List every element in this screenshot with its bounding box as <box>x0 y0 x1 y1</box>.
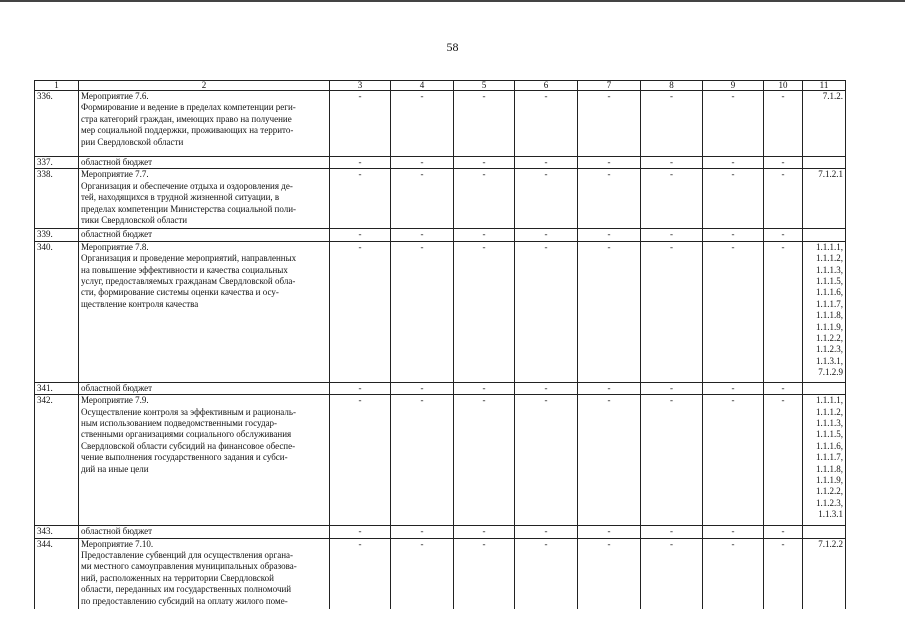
measure-name-line: Осуществление контроля за эффективным и рациональ- <box>81 406 296 417</box>
column-header: 9 <box>703 81 764 91</box>
target-ref: 1.1.2.2, <box>816 486 843 497</box>
target-ref: 1.1.1.1, <box>816 241 843 252</box>
measure-name-line: Свердловской области субсидий на финансовое обеспе- <box>81 440 296 451</box>
measure-name-line: областной бюджет <box>81 382 153 393</box>
value-cell: - <box>391 157 454 169</box>
target-ref-cell <box>803 241 846 382</box>
value-cell: - <box>641 91 703 157</box>
value-cell: - <box>391 229 454 241</box>
target-ref: 1.1.2.3, <box>816 497 843 508</box>
value-cell: - <box>391 91 454 157</box>
value-cell: - <box>454 91 515 157</box>
target-ref: 1.1.1.3, <box>816 264 843 275</box>
measures-table <box>34 80 846 619</box>
table-body <box>35 81 846 619</box>
measure-name-line: областной бюджет <box>81 229 153 240</box>
target-ref: 1.1.1.3, <box>816 418 843 429</box>
measure-name-line: чение выполнения государственного задания и субси- <box>81 452 288 463</box>
target-ref: 1.1.1.5, <box>816 429 843 440</box>
target-ref: 1.1.1.8, <box>816 463 843 474</box>
value-cell: - <box>330 382 391 394</box>
row-number: 336. <box>35 91 79 157</box>
measure-name-line: мер социальной поддержки, проживающих на террито- <box>81 125 294 136</box>
value-cell: - <box>703 526 764 538</box>
value-cell: - <box>515 169 578 229</box>
measure-name-line: ществление контроля качества <box>81 298 199 309</box>
value-cell: - <box>515 538 578 618</box>
page-cut <box>0 609 905 640</box>
target-ref: 1.1.1.6, <box>816 440 843 451</box>
value-cell: - <box>515 395 578 526</box>
value-cell: - <box>515 526 578 538</box>
column-header: 7 <box>578 81 641 91</box>
table-row <box>35 91 846 157</box>
measure-name <box>79 91 330 157</box>
value-cell: - <box>391 169 454 229</box>
value-cell: - <box>330 229 391 241</box>
value-cell: - <box>578 241 641 382</box>
target-ref-cell <box>803 526 846 538</box>
value-cell: - <box>764 241 803 382</box>
value-cell: - <box>764 157 803 169</box>
value-cell: - <box>703 538 764 618</box>
row-number: 341. <box>35 382 79 394</box>
value-cell: - <box>703 169 764 229</box>
target-ref: 7.1.2.1 <box>818 169 843 180</box>
measure-name-line: пределах компетенции Министерства социальной поли- <box>81 203 297 214</box>
measure-name <box>79 382 330 394</box>
target-ref: 1.1.2.3, <box>816 344 843 355</box>
value-cell: - <box>641 382 703 394</box>
row-number: 339. <box>35 229 79 241</box>
table-row <box>35 538 846 618</box>
column-header: 4 <box>391 81 454 91</box>
value-cell: - <box>703 157 764 169</box>
measure-name-line: Формирование и ведение в пределах компетенции реги- <box>81 102 296 113</box>
table-row <box>35 382 846 394</box>
value-cell: - <box>641 169 703 229</box>
target-ref-cell <box>803 91 846 157</box>
measure-name-line: области, переданных им государственных полномочий <box>81 584 292 595</box>
value-cell: - <box>578 91 641 157</box>
target-ref: 1.1.2.2, <box>816 333 843 344</box>
value-cell: - <box>330 241 391 382</box>
row-number: 338. <box>35 169 79 229</box>
value-cell: - <box>330 538 391 618</box>
column-header: 1 <box>35 81 79 91</box>
column-header: 6 <box>515 81 578 91</box>
target-ref: 1.1.3.1, <box>816 355 843 366</box>
header-row <box>35 81 846 91</box>
value-cell: - <box>454 157 515 169</box>
value-cell: - <box>454 382 515 394</box>
table-row <box>35 169 846 229</box>
measure-name <box>79 526 330 538</box>
value-cell: - <box>641 157 703 169</box>
value-cell: - <box>454 169 515 229</box>
value-cell: - <box>578 395 641 526</box>
target-ref: 1.1.1.2, <box>816 253 843 264</box>
column-header: 11 <box>803 81 846 91</box>
measure-name <box>79 157 330 169</box>
column-header: 10 <box>764 81 803 91</box>
value-cell: - <box>764 526 803 538</box>
target-ref-cell <box>803 169 846 229</box>
row-number: 343. <box>35 526 79 538</box>
measure-name-line: Мероприятие 7.6. <box>81 91 149 101</box>
target-ref: 1.1.1.9, <box>816 475 843 486</box>
measure-name-line: по предоставлению субсидий на оплату жилого поме- <box>81 595 288 606</box>
value-cell: - <box>641 538 703 618</box>
value-cell: - <box>764 169 803 229</box>
target-ref: 7.1.2. <box>822 91 843 101</box>
value-cell: - <box>391 382 454 394</box>
measure-name-line: рии Свердловской области <box>81 136 184 147</box>
value-cell: - <box>391 395 454 526</box>
measure-name <box>79 538 330 618</box>
value-cell: - <box>578 157 641 169</box>
value-cell: - <box>391 526 454 538</box>
value-cell: - <box>454 395 515 526</box>
value-cell: - <box>330 157 391 169</box>
table-row <box>35 526 846 538</box>
target-ref-cell <box>803 538 846 618</box>
measure-name-line: Мероприятие 7.9. <box>81 395 149 406</box>
measure-name-line: тей, находящихся в трудной жизненной ситуации, в <box>81 192 280 203</box>
measure-name <box>79 241 330 382</box>
value-cell: - <box>454 229 515 241</box>
value-cell: - <box>764 229 803 241</box>
value-cell: - <box>641 241 703 382</box>
value-cell: - <box>515 241 578 382</box>
measure-name-line: тики Свердловской области <box>81 215 188 226</box>
value-cell: - <box>515 229 578 241</box>
value-cell: - <box>454 538 515 618</box>
target-ref: 1.1.1.2, <box>816 406 843 417</box>
measure-name-line: ственными организациями социального обслуживания <box>81 429 292 440</box>
target-ref-cell <box>803 229 846 241</box>
value-cell: - <box>515 382 578 394</box>
measure-name-line: Предоставление субвенций для осуществления органа- <box>81 550 294 561</box>
value-cell: - <box>578 526 641 538</box>
measure-name <box>79 229 330 241</box>
target-ref: 1.1.1.6, <box>816 287 843 298</box>
value-cell: - <box>391 241 454 382</box>
row-number: 342. <box>35 395 79 526</box>
scan-edge <box>0 0 905 2</box>
value-cell: - <box>515 91 578 157</box>
target-ref-cell <box>803 157 846 169</box>
column-header: 8 <box>641 81 703 91</box>
column-header: 3 <box>330 81 391 91</box>
target-ref: 7.1.2.2 <box>818 538 843 549</box>
measure-name-line: Мероприятие 7.10. <box>81 538 154 549</box>
row-number: 344. <box>35 538 79 618</box>
value-cell: - <box>391 538 454 618</box>
value-cell: - <box>578 382 641 394</box>
measure-name-line: дий на иные цели <box>81 463 149 474</box>
row-number: 337. <box>35 157 79 169</box>
value-cell: - <box>330 169 391 229</box>
column-header: 2 <box>79 81 330 91</box>
value-cell: - <box>764 538 803 618</box>
measure-name-line: ным использованием подведомственными государ- <box>81 418 278 429</box>
value-cell: - <box>330 91 391 157</box>
measure-name-line: на повышение эффективности и качества социальных <box>81 264 288 275</box>
measure-name-line: областной бюджет <box>81 157 153 167</box>
target-ref-cell <box>803 395 846 526</box>
target-ref: 1.1.1.8, <box>816 310 843 321</box>
measure-name-line: ми местного самоуправления муниципальных образова- <box>81 561 297 572</box>
value-cell: - <box>703 91 764 157</box>
column-header: 5 <box>454 81 515 91</box>
value-cell: - <box>703 241 764 382</box>
target-ref-cell <box>803 382 846 394</box>
table-row <box>35 157 846 169</box>
value-cell: - <box>764 382 803 394</box>
measure-name-line: услуг, предоставляемых гражданам Свердловской обла- <box>81 276 296 287</box>
measure-name-line: Организация и проведение мероприятий, направленных <box>81 253 297 264</box>
value-cell: - <box>641 395 703 526</box>
row-number: 340. <box>35 241 79 382</box>
target-ref: 1.1.1.1, <box>816 395 843 406</box>
target-ref: 1.1.3.1 <box>818 509 843 520</box>
measure-name <box>79 395 330 526</box>
value-cell: - <box>454 241 515 382</box>
value-cell: - <box>764 395 803 526</box>
value-cell: - <box>703 395 764 526</box>
value-cell: - <box>578 169 641 229</box>
value-cell: - <box>641 526 703 538</box>
measure-name-line: Организация и обеспечение отдыха и оздоровления де- <box>81 180 293 191</box>
measure-name-line: сти, формирование системы оценки качества и осу- <box>81 287 279 298</box>
value-cell: - <box>454 526 515 538</box>
value-cell: - <box>330 526 391 538</box>
target-ref: 1.1.1.9, <box>816 321 843 332</box>
value-cell: - <box>578 538 641 618</box>
target-ref: 7.1.2.9 <box>818 367 843 378</box>
value-cell: - <box>515 157 578 169</box>
target-ref: 1.1.1.5, <box>816 276 843 287</box>
value-cell: - <box>330 395 391 526</box>
value-cell: - <box>703 382 764 394</box>
target-ref: 1.1.1.7, <box>816 452 843 463</box>
measure-name-line: стра категорий граждан, имеющих право на получение <box>81 113 292 124</box>
value-cell: - <box>641 229 703 241</box>
measure-name-line: Мероприятие 7.8. <box>81 241 149 252</box>
value-cell: - <box>578 229 641 241</box>
table-row <box>35 395 846 526</box>
page-number: 58 <box>446 40 459 54</box>
measure-name-line: областной бюджет <box>81 526 153 537</box>
measure-name-line: Мероприятие 7.7. <box>81 169 149 180</box>
measure-name <box>79 169 330 229</box>
table-row <box>35 241 846 382</box>
measure-name-line: ний, расположенных на территории Свердловской <box>81 572 274 583</box>
value-cell: - <box>764 91 803 157</box>
table-row <box>35 229 846 241</box>
value-cell: - <box>703 229 764 241</box>
target-ref: 1.1.1.7, <box>816 298 843 309</box>
